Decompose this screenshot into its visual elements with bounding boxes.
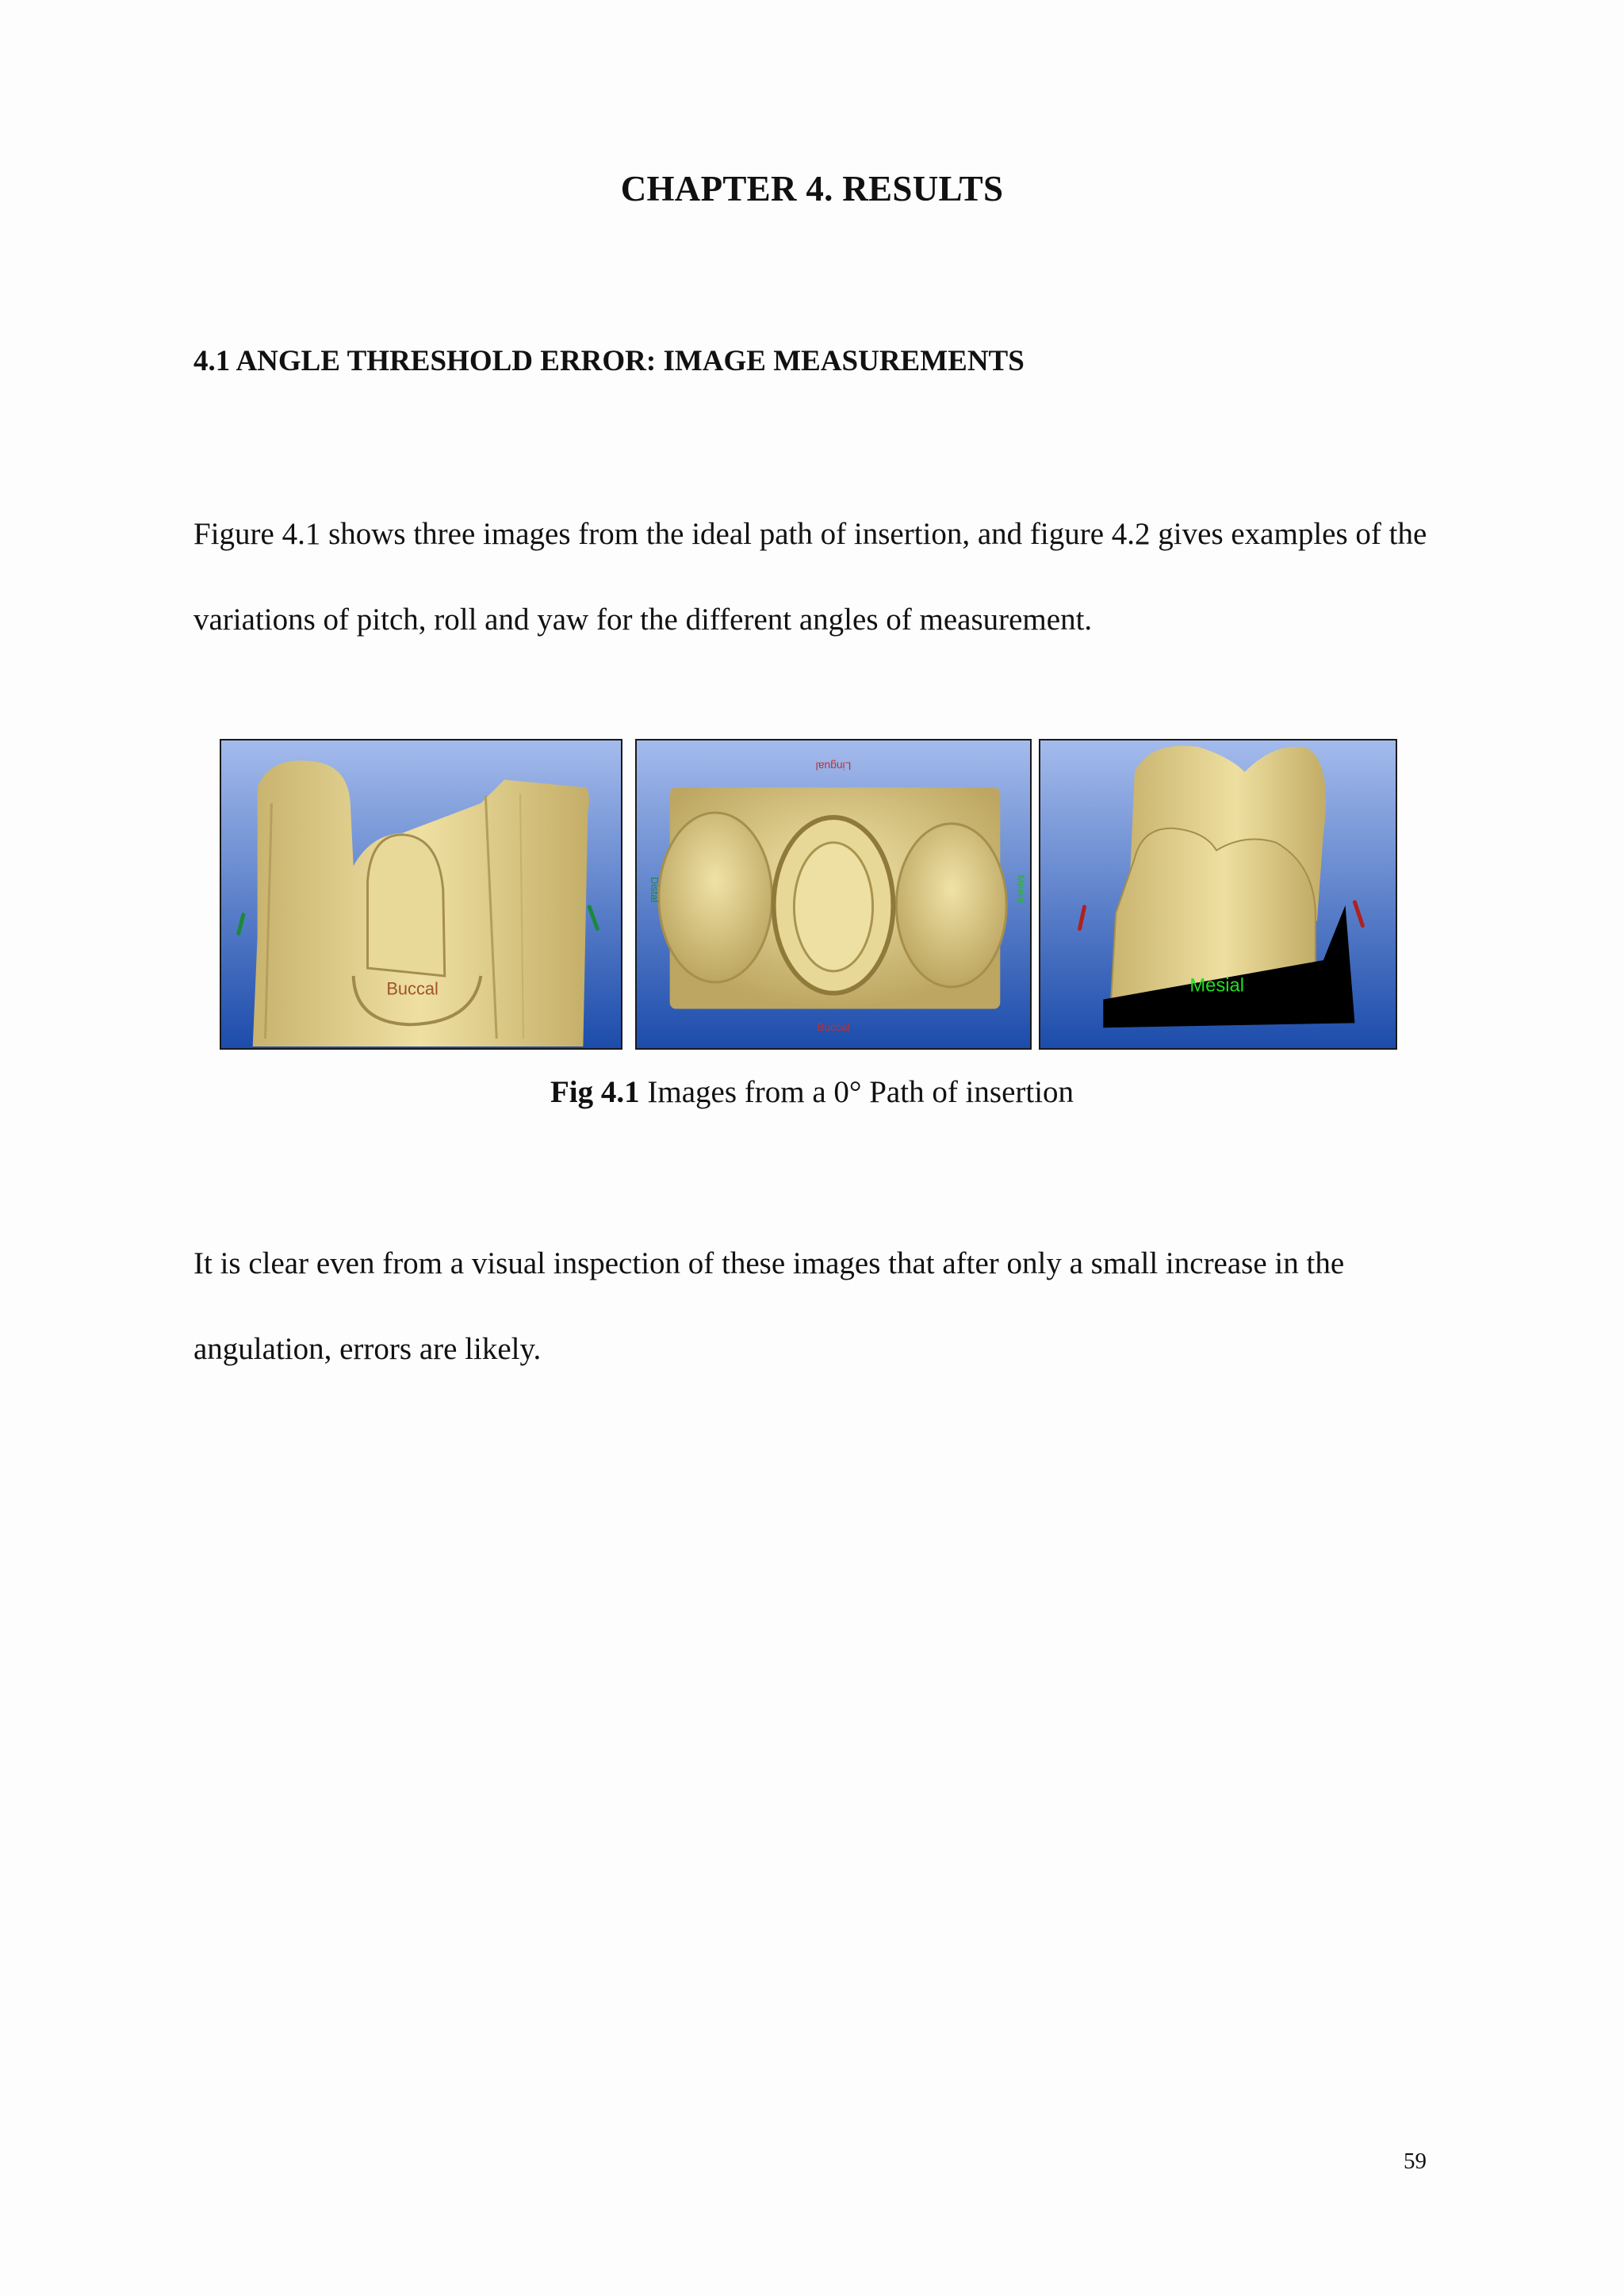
figure-caption-text: Images from a 0° Path of insertion <box>639 1075 1074 1109</box>
figure-image-buccal <box>220 739 622 1050</box>
figure-image-occlusal <box>635 739 1032 1050</box>
figure-label: Fig 4.1 <box>550 1075 640 1109</box>
buccal-label: Buccal <box>386 978 439 999</box>
paragraph-conclusion: It is clear even from a visual inspection of these images that after only a small increase in the angulation, errors are likely. <box>193 1246 1345 1366</box>
paragraph-intro: Figure 4.1 shows three images from the ideal path of insertion, and figure 4.2 gives examples of the variations of pitch, roll and yaw for the different angles of measurement. <box>193 517 1427 637</box>
figure-image-mesial <box>1039 739 1397 1050</box>
chapter-title: CHAPTER 4. RESULTS <box>620 169 1004 209</box>
mesial-side-label: Mesial <box>1015 874 1028 905</box>
lingual-label: Lingual <box>815 760 852 773</box>
section-heading: 4.1 ANGLE THRESHOLD ERROR: IMAGE MEASUREMENTS <box>193 345 1025 377</box>
figure-caption <box>0 1074 1624 1110</box>
buccal-bottom-label: Buccal <box>817 1020 850 1034</box>
mesial-label: Mesial <box>1189 974 1245 997</box>
page-number: 59 <box>1404 2149 1427 2174</box>
distal-label: Distal <box>648 876 661 903</box>
